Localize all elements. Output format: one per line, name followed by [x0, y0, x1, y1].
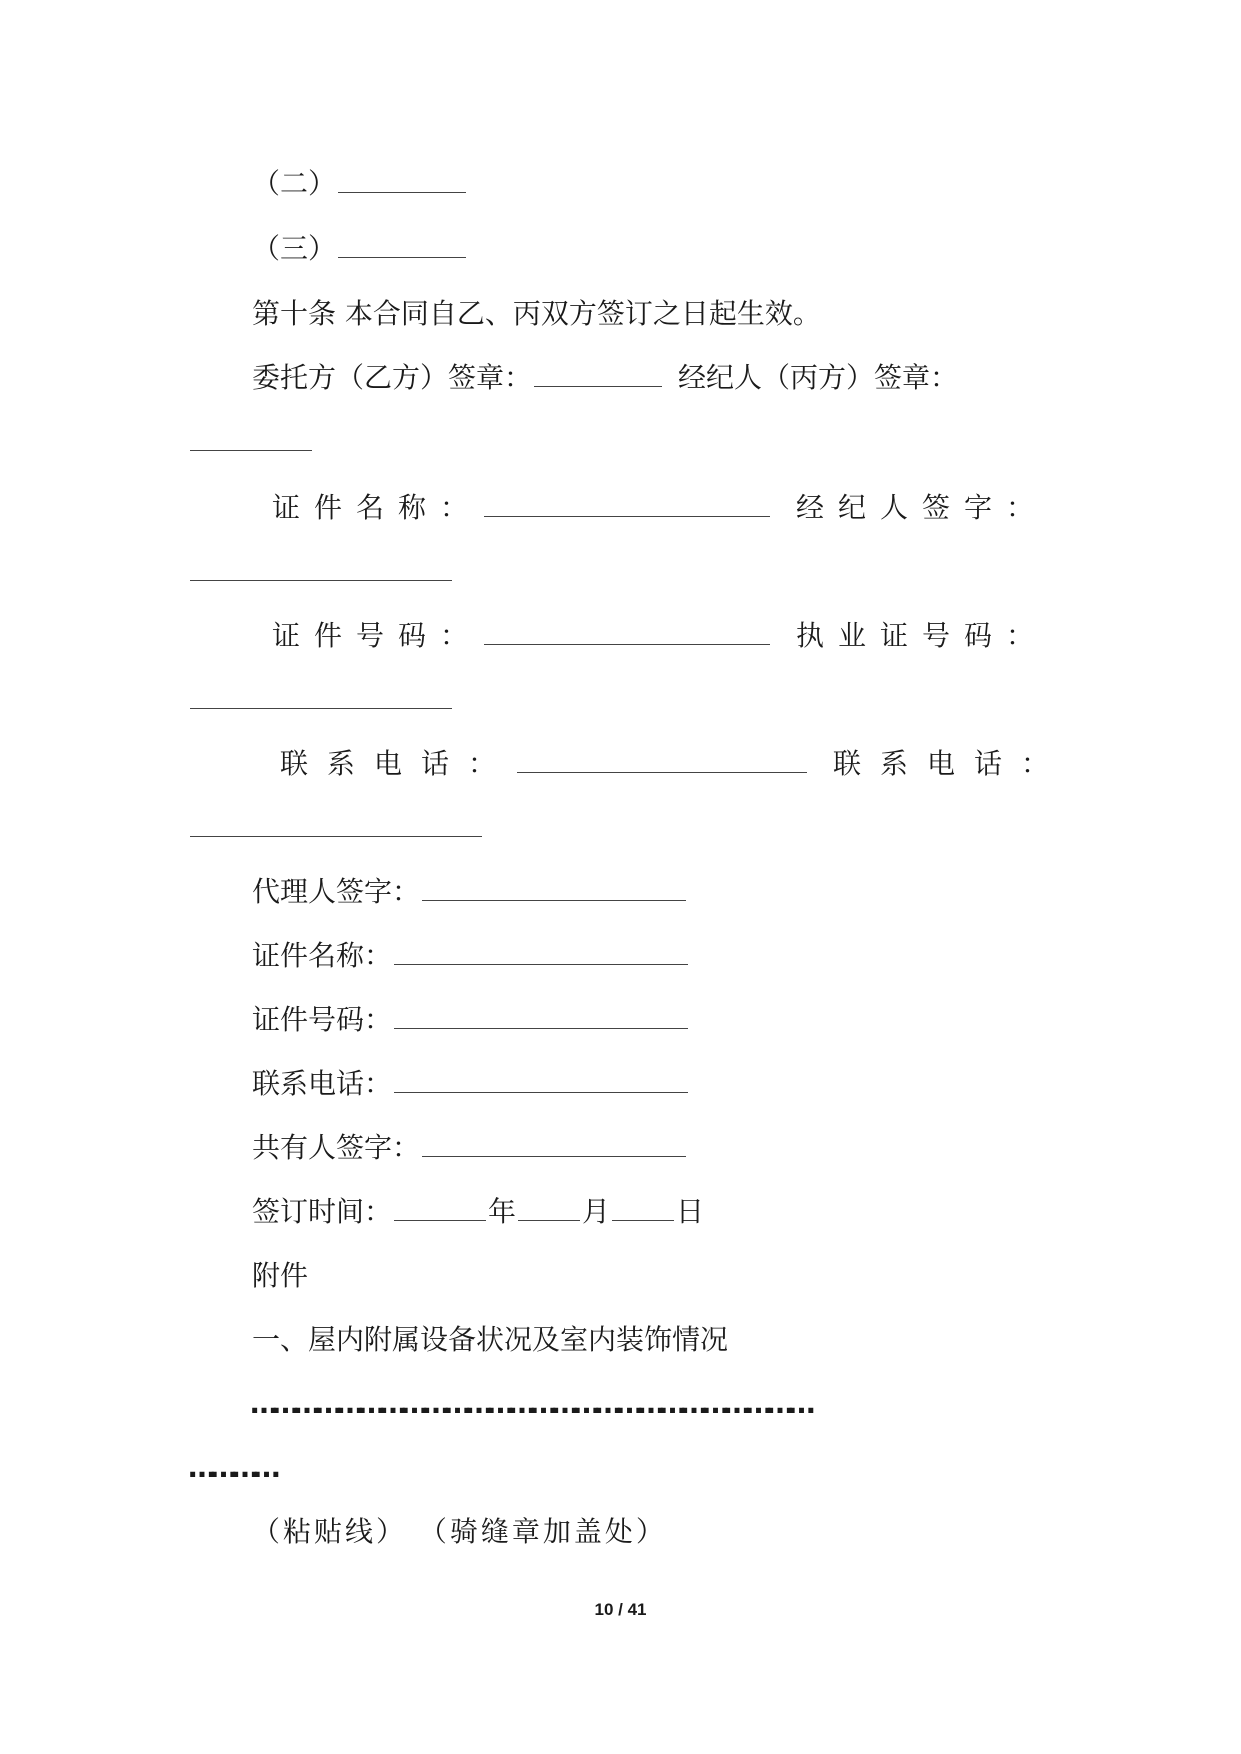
id-name-label: 证件名称： [272, 491, 483, 524]
blank-line [517, 748, 807, 773]
agent-sign-label: 代理人签字： [252, 875, 421, 908]
day-blank [612, 1196, 674, 1221]
dotted-line-2: ………… [188, 1451, 274, 1484]
blank-line [338, 233, 466, 258]
broker-signature-label: 经纪人签字： [796, 491, 1049, 524]
phone-row-continued [188, 806, 484, 850]
license-number-label: 执业证号码： [796, 619, 1049, 652]
blank-line [190, 556, 452, 581]
blank-line [422, 1132, 686, 1157]
clause-er [252, 162, 468, 206]
blank-line [190, 812, 482, 837]
article-10: 第十条 本合同自乙、丙双方签订之日起生效。 [252, 297, 821, 330]
year-label: 年 [488, 1195, 517, 1228]
co-owner-sign-label: 共有人签字： [252, 1131, 421, 1164]
blank-line [484, 492, 770, 517]
agent-id-number-label: 证件号码： [252, 1003, 393, 1036]
day-label: 日 [676, 1195, 705, 1228]
dotted-line-1: …………………………………………………………………… [250, 1387, 809, 1420]
id-name-row [272, 486, 1048, 530]
seal-note: （粘贴线） （骑缝章加盖处） [252, 1515, 667, 1548]
signing-date-row [252, 1190, 704, 1234]
clause-san [252, 227, 468, 271]
year-blank [394, 1196, 486, 1221]
signing-date-label: 签订时间： [252, 1195, 393, 1228]
blank-line [394, 1004, 688, 1029]
blank-line [422, 876, 686, 901]
id-number-row [272, 614, 1048, 658]
id-name-row-continued [188, 550, 454, 594]
agent-phone-row [252, 1062, 690, 1106]
month-blank [518, 1196, 580, 1221]
client-sign-label: 委托方（乙方）签章： [252, 361, 533, 394]
signature-row-continued [188, 420, 314, 464]
clause-er-label: （二） [252, 167, 337, 200]
blank-line [394, 940, 688, 965]
agent-phone-label: 联系电话： [252, 1067, 393, 1100]
agent-id-name-label: 证件名称： [252, 939, 393, 972]
agent-sign-row [252, 870, 688, 914]
id-number-row-continued [188, 678, 454, 722]
attachment-item-1: 一、屋内附属设备状况及室内装饰情况 [252, 1323, 729, 1356]
blank-line [338, 168, 466, 193]
month-label: 月 [582, 1195, 611, 1228]
co-owner-sign-row [252, 1126, 688, 1170]
agent-id-name-row [252, 934, 690, 978]
phone-row [280, 742, 1068, 786]
phone-label-2: 联系电话： [833, 747, 1069, 780]
phone-label: 联系电话： [280, 747, 516, 780]
blank-line [190, 426, 312, 451]
blank-line [484, 620, 770, 645]
id-number-label: 证件号码： [272, 619, 483, 652]
agent-id-number-row [252, 998, 690, 1042]
broker-sign-label: 经纪人（丙方）签章： [678, 361, 959, 394]
blank-line [394, 1068, 688, 1093]
blank-line [534, 362, 662, 387]
blank-line [190, 684, 452, 709]
page-number: 10 / 41 [594, 1600, 647, 1619]
signature-row [252, 356, 958, 400]
attachment-title: 附件 [252, 1259, 309, 1292]
clause-san-label: （三） [252, 232, 337, 265]
